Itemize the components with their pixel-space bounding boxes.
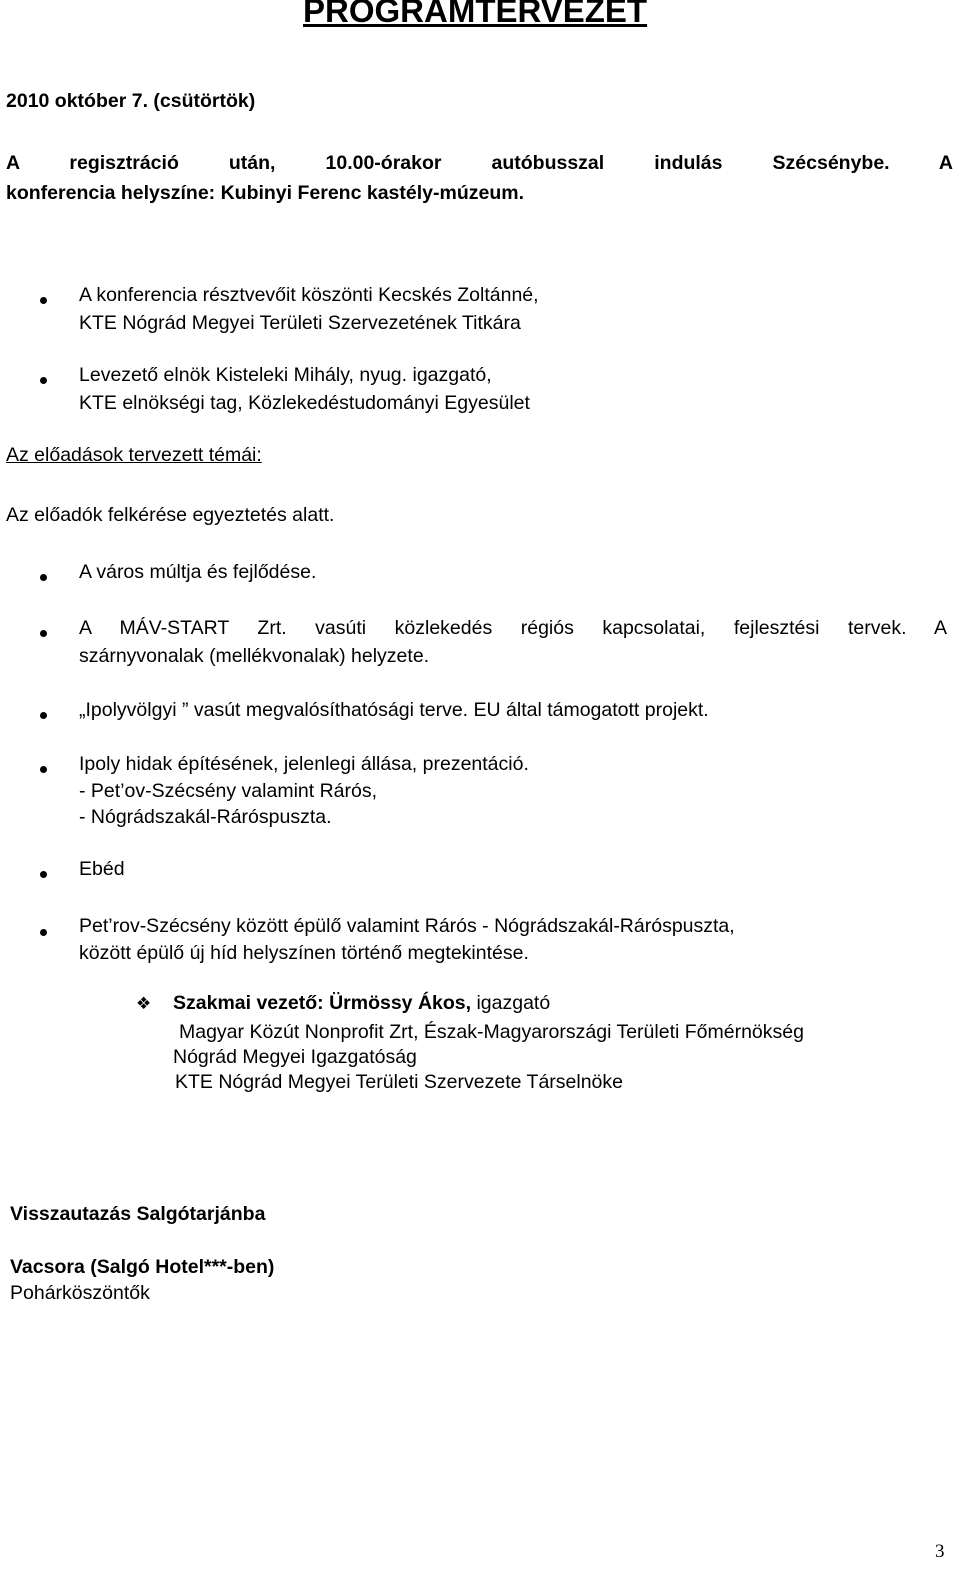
topic-1: A város múltja és fejlődése.	[79, 561, 317, 583]
opening-item-2-line-2: KTE elnökségi tag, Közlekedéstudományi Egyesület	[79, 392, 530, 414]
intro-line-2: konferencia helyszíne: Kubinyi Ferenc kastély-múzeum.	[6, 182, 524, 204]
topics-note: Az előadók felkérése egyeztetés alatt.	[6, 504, 335, 526]
topic-2-line-2: szárnyvonalak (mellékvonalak) helyzete.	[79, 645, 430, 667]
bullet-icon	[40, 377, 47, 384]
bullet-icon	[40, 297, 47, 304]
topic-4-line-3: - Nógrádszakál-Ráróspuszta.	[79, 806, 332, 828]
topic-4-line-2: - Pet’ov-Szécsény valamint Rárós,	[79, 780, 378, 802]
bullet-icon	[40, 929, 47, 936]
leader-line-4: KTE Nógrád Megyei Területi Szervezete Társelnöke	[175, 1071, 623, 1093]
topic-3: „Ipolyvölgyi ” vasút megvalósíthatósági terve. EU által támogatott projekt.	[79, 699, 709, 721]
bullet-icon	[40, 574, 47, 581]
leader-line-3: Nógrád Megyei Igazgatóság	[173, 1046, 417, 1068]
topic-2-line-1: A MÁV-START Zrt. vasúti közlekedés régiós kapcsolatai, fejlesztési tervek. A	[79, 617, 947, 639]
topic-6-line-1: Pet’rov-Szécsény között épülő valamint Rárós - Nógrádszakál-Ráróspuszta,	[79, 915, 735, 937]
opening-item-1-line-1: A konferencia résztvevőit köszönti Kecskés Zoltánné,	[79, 284, 539, 306]
bullet-icon	[40, 871, 47, 878]
diamond-bullet-icon: ❖	[136, 994, 152, 1013]
intro-line-1: A regisztráció után, 10.00-órakor autóbusszal indulás Szécsénybe. A	[6, 152, 953, 174]
bullet-icon	[40, 766, 47, 773]
dinner: Vacsora (Salgó Hotel***-ben)	[10, 1256, 275, 1278]
topic-6-line-2: között épülő új híd helyszínen történő megtekintése.	[79, 942, 529, 964]
leader-name: Szakmai vezető: Ürmössy Ákos,	[173, 992, 472, 1014]
bullet-icon	[40, 630, 47, 637]
topic-4-line-1: Ipoly hidak építésének, jelenlegi állása, prezentáció.	[79, 753, 529, 775]
topics-heading: Az előadások tervezett témái:	[6, 444, 262, 466]
leader-line-2: Magyar Közút Nonprofit Zrt, Észak-Magyarországi Területi Főmérnökség	[179, 1021, 804, 1043]
return-trip: Visszautazás Salgótarjánba	[10, 1203, 266, 1225]
topic-5: Ebéd	[79, 858, 125, 880]
opening-item-1-line-2: KTE Nógrád Megyei Területi Szervezetének Titkára	[79, 312, 521, 334]
page-number: 3	[935, 1541, 945, 1562]
page-title: PROGRAMTERVEZET	[303, 0, 648, 29]
opening-item-2-line-1: Levezető elnök Kisteleki Mihály, nyug. igazgató,	[79, 364, 492, 386]
leader-role: igazgató	[471, 992, 551, 1014]
toast: Pohárköszöntők	[10, 1282, 150, 1304]
bullet-icon	[40, 712, 47, 719]
date-heading: 2010 október 7. (csütörtök)	[6, 90, 256, 112]
leader-line-1	[173, 992, 550, 1015]
